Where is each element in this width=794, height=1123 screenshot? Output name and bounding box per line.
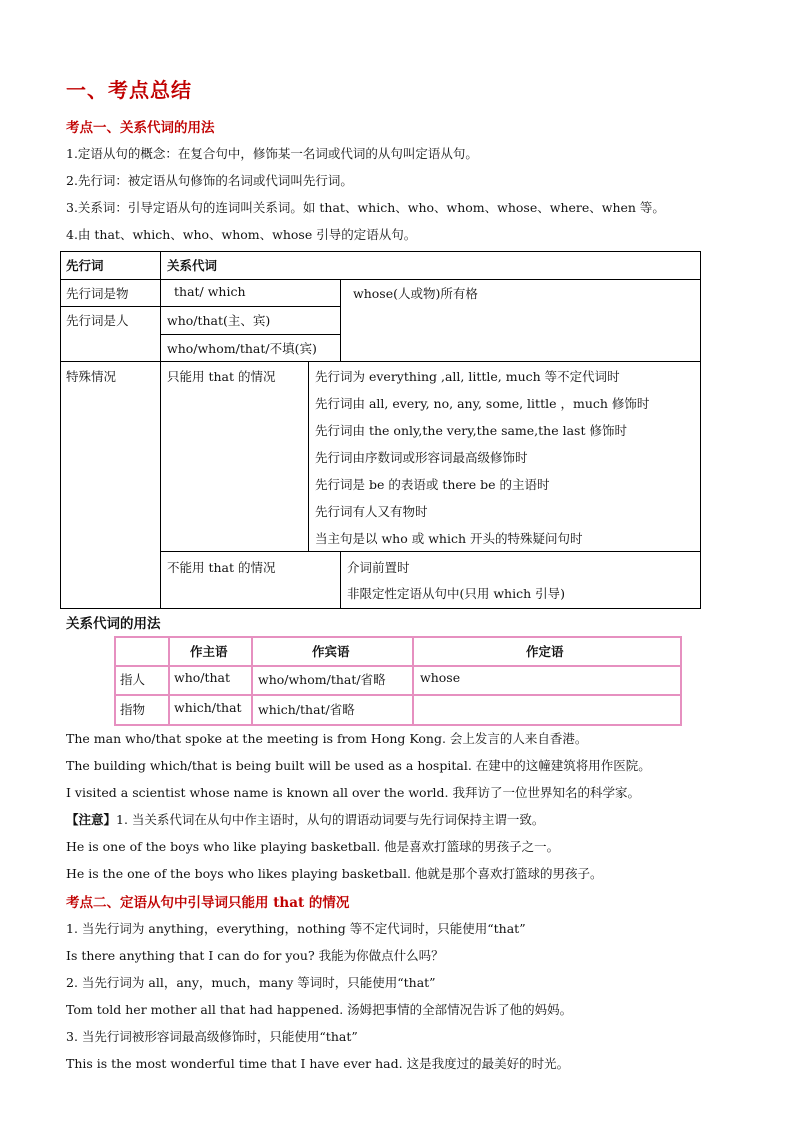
- usage-subheading: 关系代词的用法: [66, 616, 161, 632]
- section2-line: 3. 当先行词被形容词最高级修饰时，只能使用“that”: [66, 1029, 358, 1044]
- section1-line-3: 3.关系词：引导定语从句的连词叫关系词。如 that、which、who、whom、whose、where、when 等。: [66, 200, 665, 215]
- row-person-label: 先行词是人: [66, 313, 129, 328]
- row-person-label: 指人: [120, 672, 146, 687]
- row-person-pronoun-1: who/that(主、宾): [167, 313, 271, 328]
- example-sentence: He is one of the boys who like playing basketball. 他是喜欢打篮球的男孩子之一。: [66, 839, 560, 854]
- only-that-item: 先行词由序数词或形容词最高级修饰时: [315, 450, 528, 465]
- only-that-item: 先行词由 all, every, no, any, some, little ，much 修饰时: [315, 396, 650, 411]
- page-title: 一、考点总结: [66, 78, 192, 102]
- header-object: 作宾语: [312, 644, 350, 659]
- example-sentence: He is the one of the boys who likes playing basketball. 他就是那个喜欢打篮球的男孩子。: [66, 866, 603, 881]
- cell-object: who/whom/that/省略: [258, 672, 386, 687]
- row-person-pronoun-2: who/whom/that/不填(宾): [167, 341, 317, 356]
- note-line: [66, 810, 544, 828]
- section2-line: Is there anything that I can do for you? 我能为你做点什么吗？: [66, 948, 444, 963]
- header-subject: 作主语: [190, 644, 228, 659]
- pronoun-function-table: [114, 636, 682, 726]
- cell-subject: who/that: [174, 670, 231, 685]
- cell-attributive: whose: [420, 670, 461, 685]
- header-attributive: 作定语: [526, 644, 564, 659]
- row-thing-label: 指物: [120, 702, 146, 717]
- header-relative-pronoun: 关系代词: [167, 258, 218, 273]
- not-that-item: 介词前置时: [347, 560, 410, 575]
- not-that-item: 非限定性定语从句中(只用 which 引导): [347, 586, 565, 601]
- note-text: 1. 当关系代词在从句中作主语时，从句的谓语动词要与先行词保持主谓一致。: [116, 812, 545, 827]
- note-mark: 【注意】: [66, 812, 117, 827]
- row-thing-label: 先行词是物: [66, 286, 129, 301]
- section2-line: Tom told her mother all that had happened. 汤姆把事情的全部情况告诉了他的妈妈。: [66, 1002, 573, 1017]
- only-that-item: 先行词由 the only,the very,the same,the last 修饰时: [315, 423, 627, 438]
- section2-heading: 考点二、定语从句中引导词只能用 that 的情况: [66, 895, 350, 911]
- section2-line: 2. 当先行词为 all，any，much，many 等词时，只能使用“that”: [66, 975, 436, 990]
- section2-line: This is the most wonderful time that I have ever had. 这是我度过的最美好的时光。: [66, 1056, 570, 1071]
- only-that-item: 先行词有人又有物时: [315, 504, 428, 519]
- not-that-label: 不能用 that 的情况: [167, 560, 276, 575]
- special-label: 特殊情况: [66, 369, 117, 384]
- section2-line: 1. 当先行词为 anything，everything，nothing 等不定代词时，只能使用“that”: [66, 921, 526, 936]
- cell-subject: which/that: [174, 700, 242, 715]
- section1-line-2: 2.先行词：被定语从句修饰的名词或代词叫先行词。: [66, 173, 353, 188]
- relative-pronoun-table: [60, 251, 701, 609]
- only-that-item: 先行词为 everything ,all, little, much 等不定代词时: [315, 369, 620, 384]
- header-antecedent: 先行词: [66, 258, 104, 273]
- only-that-item: 当主句是以 who 或 which 开头的特殊疑问句时: [315, 531, 583, 546]
- example-sentence: I visited a scientist whose name is known all over the world. 我拜访了一位世界知名的科学家。: [66, 785, 640, 800]
- row-thing-pronoun: that/ which: [174, 284, 246, 299]
- section1-line-4: 4.由 that、which、who、whom、whose 引导的定语从句。: [66, 227, 417, 242]
- only-that-item: 先行词是 be 的表语或 there be 的主语时: [315, 477, 550, 492]
- section1-heading: 考点一、关系代词的用法: [66, 120, 215, 136]
- whose-possessive: whose(人或物)所有格: [353, 286, 478, 301]
- cell-object: which/that/省略: [258, 702, 355, 717]
- example-sentence: The man who/that spoke at the meeting is from Hong Kong. 会上发言的人来自香港。: [66, 731, 588, 746]
- section1-line-1: 1.定语从句的概念：在复合句中，修饰某一名词或代词的从句叫定语从句。: [66, 146, 478, 161]
- example-sentence: The building which/that is being built will be used as a hospital. 在建中的这幢建筑将用作医院。: [66, 758, 651, 773]
- only-that-label: 只能用 that 的情况: [167, 369, 276, 384]
